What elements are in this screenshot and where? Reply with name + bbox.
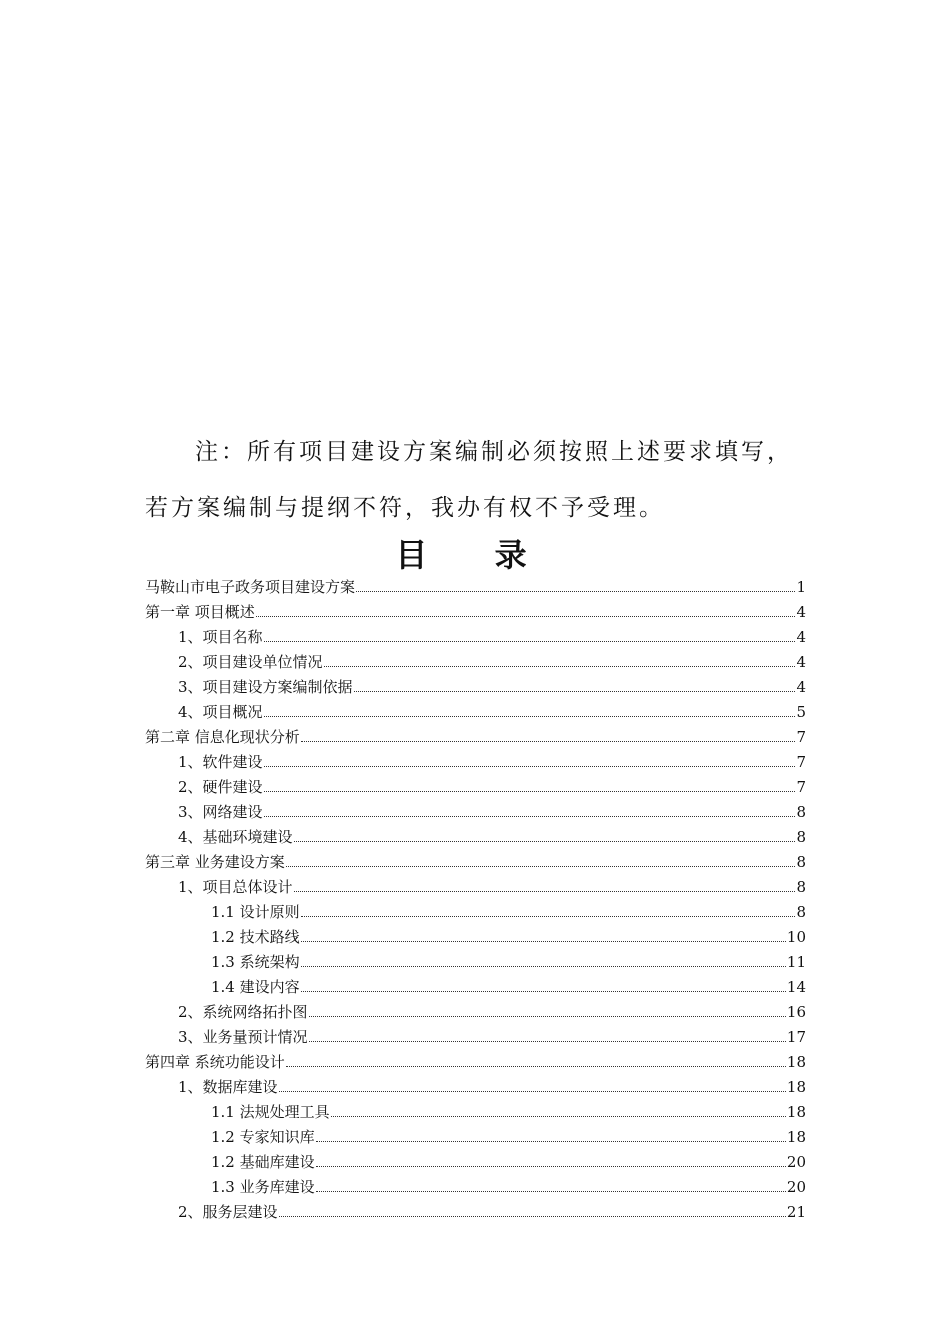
toc-entry[interactable] xyxy=(145,847,806,872)
toc-entry-page: 8 xyxy=(796,828,806,846)
toc-entry-page: 7 xyxy=(796,753,806,771)
toc-entry[interactable] xyxy=(145,597,806,622)
toc-entry[interactable] xyxy=(145,1072,806,1097)
toc-entry-label: 1、数据库建设 xyxy=(178,1078,278,1096)
toc-leader-dots xyxy=(309,1040,786,1042)
toc-entry-label: 2、服务层建设 xyxy=(178,1203,278,1221)
toc-entry-label: 2、项目建设单位情况 xyxy=(178,653,323,671)
toc-entry[interactable] xyxy=(145,647,806,672)
toc-leader-dots xyxy=(331,1115,786,1117)
toc-entry-page: 8 xyxy=(796,853,806,871)
note-line-1: 注：所有项目建设方案编制必须按照上述要求填写， xyxy=(195,439,793,465)
toc-entry-page: 4 xyxy=(796,603,806,621)
toc-entry-label: 1、软件建设 xyxy=(178,753,263,771)
toc-leader-dots xyxy=(301,965,786,967)
toc-entry-label: 1.2 基础库建设 xyxy=(211,1153,315,1171)
toc-entry[interactable] xyxy=(145,947,806,972)
toc-entry[interactable] xyxy=(145,1172,806,1197)
toc-leader-dots xyxy=(264,765,796,767)
toc-leader-dots xyxy=(301,915,796,917)
toc-entry-label: 2、硬件建设 xyxy=(178,778,263,796)
toc-leader-dots xyxy=(301,740,796,742)
note-line-2: 若方案编制与提纲不符，我办有权不予受理。 xyxy=(145,495,665,521)
toc-entry[interactable] xyxy=(145,1047,806,1072)
toc-leader-dots xyxy=(354,690,796,692)
toc-entry-label: 1.2 技术路线 xyxy=(211,928,300,946)
toc-leader-dots xyxy=(301,990,786,992)
toc-entry[interactable] xyxy=(145,822,806,847)
toc-entry-page: 8 xyxy=(796,803,806,821)
toc-entry[interactable] xyxy=(145,747,806,772)
toc-leader-dots xyxy=(264,715,796,717)
toc-entry[interactable] xyxy=(145,872,806,897)
table-of-contents xyxy=(145,572,806,1222)
toc-entry-label: 1.3 系统架构 xyxy=(211,953,300,971)
toc-leader-dots xyxy=(294,890,796,892)
toc-entry[interactable] xyxy=(145,1122,806,1147)
toc-entry-page: 14 xyxy=(786,978,806,996)
toc-entry[interactable] xyxy=(145,622,806,647)
toc-leader-dots xyxy=(309,1015,786,1017)
toc-entry-label: 2、系统网络拓扑图 xyxy=(178,1003,308,1021)
toc-leader-dots xyxy=(264,640,796,642)
toc-entry-label: 第一章 项目概述 xyxy=(145,603,255,621)
toc-entry-label: 3、网络建设 xyxy=(178,803,263,821)
toc-entry-label: 1、项目总体设计 xyxy=(178,878,293,896)
toc-leader-dots xyxy=(279,1215,786,1217)
toc-entry-label: 3、业务量预计情况 xyxy=(178,1028,308,1046)
toc-entry-page: 16 xyxy=(786,1003,806,1021)
toc-entry-page: 1 xyxy=(796,578,806,596)
toc-entry-page: 11 xyxy=(786,953,806,971)
toc-entry-page: 8 xyxy=(796,878,806,896)
toc-entry[interactable] xyxy=(145,772,806,797)
toc-entry-page: 4 xyxy=(796,653,806,671)
toc-entry-page: 21 xyxy=(786,1203,806,1221)
toc-leader-dots xyxy=(286,865,796,867)
submission-note xyxy=(145,424,815,536)
toc-entry-label: 第二章 信息化现状分析 xyxy=(145,728,300,746)
toc-entry-page: 18 xyxy=(786,1128,806,1146)
toc-entry-page: 20 xyxy=(786,1178,806,1196)
toc-leader-dots xyxy=(356,590,795,592)
toc-leader-dots xyxy=(294,840,796,842)
toc-entry[interactable] xyxy=(145,1147,806,1172)
toc-entry[interactable] xyxy=(145,897,806,922)
toc-title: 目 录 xyxy=(395,536,555,574)
toc-entry[interactable] xyxy=(145,572,806,597)
toc-entry[interactable] xyxy=(145,1097,806,1122)
toc-entry-label: 1.2 专家知识库 xyxy=(211,1128,315,1146)
toc-entry-page: 17 xyxy=(786,1028,806,1046)
toc-leader-dots xyxy=(316,1165,786,1167)
toc-entry-page: 20 xyxy=(786,1153,806,1171)
toc-entry-label: 3、项目建设方案编制依据 xyxy=(178,678,353,696)
toc-leader-dots xyxy=(264,790,796,792)
toc-entry[interactable] xyxy=(145,697,806,722)
toc-entry-label: 1.1 设计原则 xyxy=(211,903,300,921)
toc-entry-label: 4、基础环境建设 xyxy=(178,828,293,846)
toc-entry[interactable] xyxy=(145,1022,806,1047)
toc-entry-label: 1.1 法规处理工具 xyxy=(211,1103,330,1121)
toc-entry-label: 1、项目名称 xyxy=(178,628,263,646)
toc-entry[interactable] xyxy=(145,922,806,947)
toc-entry-label: 第四章 系统功能设计 xyxy=(145,1053,285,1071)
toc-entry-page: 10 xyxy=(786,928,806,946)
toc-entry-page: 18 xyxy=(786,1103,806,1121)
toc-leader-dots xyxy=(279,1090,786,1092)
toc-entry[interactable] xyxy=(145,997,806,1022)
toc-entry[interactable] xyxy=(145,672,806,697)
toc-leader-dots xyxy=(301,940,786,942)
toc-entry-label: 马鞍山市电子政务项目建设方案 xyxy=(145,578,356,596)
toc-leader-dots xyxy=(286,1065,786,1067)
toc-entry[interactable] xyxy=(145,722,806,747)
toc-entry[interactable] xyxy=(145,797,806,822)
toc-entry-page: 5 xyxy=(796,703,806,721)
toc-entry-page: 4 xyxy=(796,678,806,696)
toc-leader-dots xyxy=(316,1140,786,1142)
toc-entry-label: 1.3 业务库建设 xyxy=(211,1178,315,1196)
toc-entry[interactable] xyxy=(145,1197,806,1222)
toc-entry[interactable] xyxy=(145,972,806,997)
toc-leader-dots xyxy=(324,665,796,667)
toc-entry-page: 18 xyxy=(786,1078,806,1096)
toc-entry-page: 7 xyxy=(796,728,806,746)
toc-entry-label: 1.4 建设内容 xyxy=(211,978,300,996)
toc-entry-page: 4 xyxy=(796,628,806,646)
toc-entry-label: 第三章 业务建设方案 xyxy=(145,853,285,871)
toc-entry-page: 8 xyxy=(796,903,806,921)
toc-entry-page: 7 xyxy=(796,778,806,796)
toc-leader-dots xyxy=(316,1190,786,1192)
toc-entry-page: 18 xyxy=(786,1053,806,1071)
toc-leader-dots xyxy=(264,815,796,817)
toc-entry-label: 4、项目概况 xyxy=(178,703,263,721)
toc-leader-dots xyxy=(256,615,796,617)
